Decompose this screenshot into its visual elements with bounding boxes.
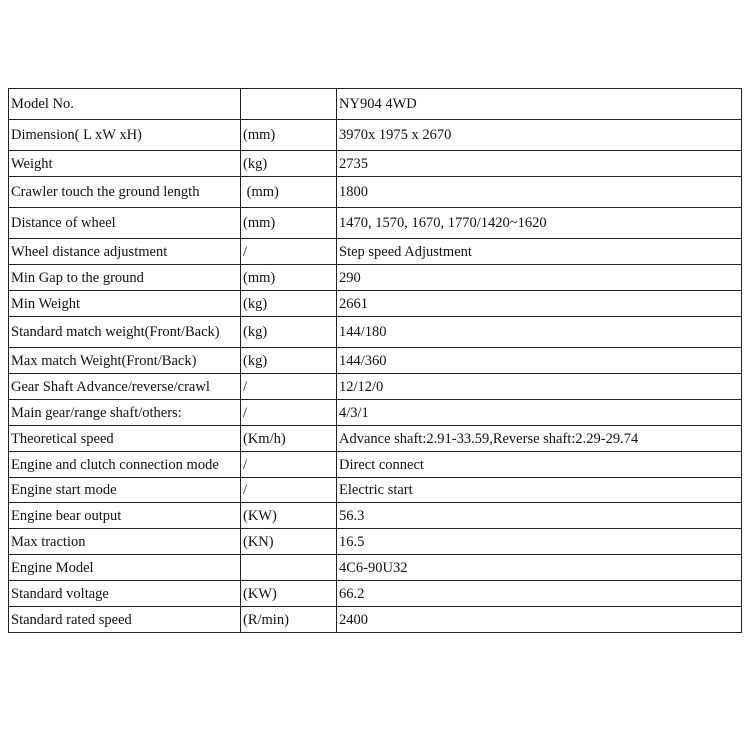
- row-value: Advance shaft:2.91-33.59,Reverse shaft:2.29-29.74: [337, 426, 742, 452]
- row-label: Engine and clutch connection mode: [9, 452, 241, 478]
- table-row: [9, 120, 742, 151]
- row-label: Max traction: [9, 529, 241, 555]
- table-row: [9, 426, 742, 452]
- table-row: [9, 89, 742, 120]
- row-unit: (R/min): [241, 607, 337, 633]
- row-label: Standard match weight(Front/Back): [9, 317, 241, 348]
- table-row: [9, 265, 742, 291]
- row-value: Step speed Adjustment: [337, 239, 742, 265]
- spec-table: [8, 88, 742, 633]
- row-label: Theoretical speed: [9, 426, 241, 452]
- row-label: Engine start mode: [9, 478, 241, 503]
- row-value: 16.5: [337, 529, 742, 555]
- row-label: Crawler touch the ground length: [9, 177, 241, 208]
- table-row: [9, 503, 742, 529]
- row-unit: (mm): [241, 120, 337, 151]
- row-value: 2735: [337, 151, 742, 177]
- table-row: [9, 555, 742, 581]
- row-unit: (KN): [241, 529, 337, 555]
- row-unit: /: [241, 239, 337, 265]
- row-unit: (Km/h): [241, 426, 337, 452]
- row-value: 66.2: [337, 581, 742, 607]
- row-label: Engine bear output: [9, 503, 241, 529]
- row-value: 1470, 1570, 1670, 1770/1420~1620: [337, 208, 742, 239]
- row-unit: /: [241, 374, 337, 400]
- row-unit: (KW): [241, 503, 337, 529]
- row-value: 144/360: [337, 348, 742, 374]
- table-row: [9, 400, 742, 426]
- row-label: Dimension( L xW xH): [9, 120, 241, 151]
- table-row: [9, 581, 742, 607]
- row-value: 144/180: [337, 317, 742, 348]
- table-row: [9, 317, 742, 348]
- row-unit: (KW): [241, 581, 337, 607]
- row-value: 290: [337, 265, 742, 291]
- row-unit: [241, 89, 337, 120]
- row-unit: [241, 555, 337, 581]
- row-label: Max match Weight(Front/Back): [9, 348, 241, 374]
- row-label: Standard rated speed: [9, 607, 241, 633]
- table-row: [9, 177, 742, 208]
- row-unit: (kg): [241, 348, 337, 374]
- row-unit: (mm): [241, 177, 337, 208]
- row-label: Min Gap to the ground: [9, 265, 241, 291]
- table-row: [9, 607, 742, 633]
- row-label: Gear Shaft Advance/reverse/crawl: [9, 374, 241, 400]
- table-row: [9, 374, 742, 400]
- row-unit: (kg): [241, 151, 337, 177]
- table-row: [9, 478, 742, 503]
- row-value: 2400: [337, 607, 742, 633]
- table-row: [9, 452, 742, 478]
- row-unit: (mm): [241, 208, 337, 239]
- table-row: [9, 239, 742, 265]
- row-label: Main gear/range shaft/others:: [9, 400, 241, 426]
- row-value: 56.3: [337, 503, 742, 529]
- row-label: Distance of wheel: [9, 208, 241, 239]
- table-row: [9, 348, 742, 374]
- row-value: 4/3/1: [337, 400, 742, 426]
- table-row: [9, 529, 742, 555]
- row-value: 4C6-90U32: [337, 555, 742, 581]
- table-row: [9, 151, 742, 177]
- table-row: [9, 291, 742, 317]
- row-value: 2661: [337, 291, 742, 317]
- row-value: 12/12/0: [337, 374, 742, 400]
- row-label: Standard voltage: [9, 581, 241, 607]
- row-unit: /: [241, 478, 337, 503]
- row-label: Engine Model: [9, 555, 241, 581]
- row-label: Model No.: [9, 89, 241, 120]
- row-label: Wheel distance adjustment: [9, 239, 241, 265]
- row-unit: /: [241, 452, 337, 478]
- row-unit: /: [241, 400, 337, 426]
- row-unit: (kg): [241, 317, 337, 348]
- row-label: Min Weight: [9, 291, 241, 317]
- row-value: NY904 4WD: [337, 89, 742, 120]
- row-value: 3970x 1975 x 2670: [337, 120, 742, 151]
- row-unit: (mm): [241, 265, 337, 291]
- row-label: Weight: [9, 151, 241, 177]
- row-value: 1800: [337, 177, 742, 208]
- table-row: [9, 208, 742, 239]
- row-unit: (kg): [241, 291, 337, 317]
- row-value: Direct connect: [337, 452, 742, 478]
- row-value: Electric start: [337, 478, 742, 503]
